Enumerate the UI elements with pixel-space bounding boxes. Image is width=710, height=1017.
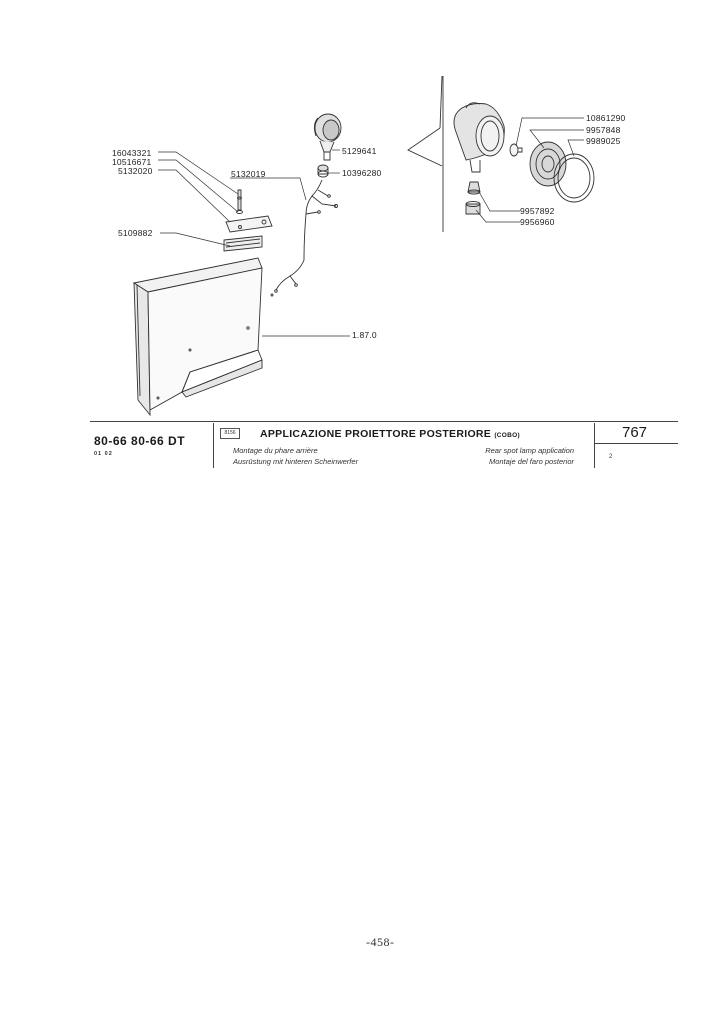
part-label-10516671: 10516671: [112, 157, 152, 167]
part-label-5132020: 5132020: [118, 166, 153, 176]
part-label-5132019: 5132019: [231, 169, 266, 179]
edition-dates: 01 02: [94, 451, 113, 457]
title-english: Rear spot lamp application: [485, 446, 574, 455]
bracket-plate: [224, 236, 262, 251]
plate-number: 767: [622, 424, 648, 441]
title-german: Ausrüstung mit hinteren Scheinwerfer: [233, 457, 359, 466]
part-label-10861290: 10861290: [586, 113, 626, 123]
title-italian: [260, 428, 520, 440]
part-label-5129641: 5129641: [342, 146, 377, 156]
lamp-housing-large: [454, 103, 504, 172]
footer-top-rule: [90, 421, 678, 422]
part-label-16043321: 16043321: [112, 148, 152, 158]
title-italian-suffix: (COBO): [494, 432, 520, 439]
detail-callout-brace: [408, 128, 442, 166]
part-label-9957892: 9957892: [520, 206, 555, 216]
part-label-5109882: 5109882: [118, 228, 153, 238]
separator-line-left: [440, 76, 442, 128]
title-spanish: Montaje del faro posterior: [488, 457, 574, 466]
footer-divider-right: [594, 423, 595, 468]
title-italian-text: APPLICAZIONE PROIETTORE POSTERIORE: [260, 428, 492, 440]
mounting-bracket: [226, 216, 272, 232]
sheet-number: 2: [609, 454, 613, 460]
part-label-9956960: 9956960: [520, 217, 555, 227]
group-code: 8156: [220, 428, 240, 439]
plate-rule: [594, 443, 678, 444]
title-french: Montage du phare arrière: [233, 446, 318, 455]
fender-panel: [134, 258, 262, 415]
footer-divider-left: [213, 423, 214, 468]
reflector: [530, 142, 566, 186]
part-label-10396280: 10396280: [342, 168, 382, 178]
part-label-9957848: 9957848: [586, 125, 621, 135]
part-label-9989025: 9989025: [586, 136, 621, 146]
nut: [318, 165, 328, 177]
lamp-base-parts: [466, 182, 480, 214]
page-number: -458-: [366, 935, 395, 949]
wiring-harness: [271, 180, 338, 296]
spot-lamp-small: [314, 114, 341, 160]
model-designation: 80-66 80-66 DT: [94, 434, 186, 448]
part-label-1870: 1.87.0: [352, 330, 377, 340]
